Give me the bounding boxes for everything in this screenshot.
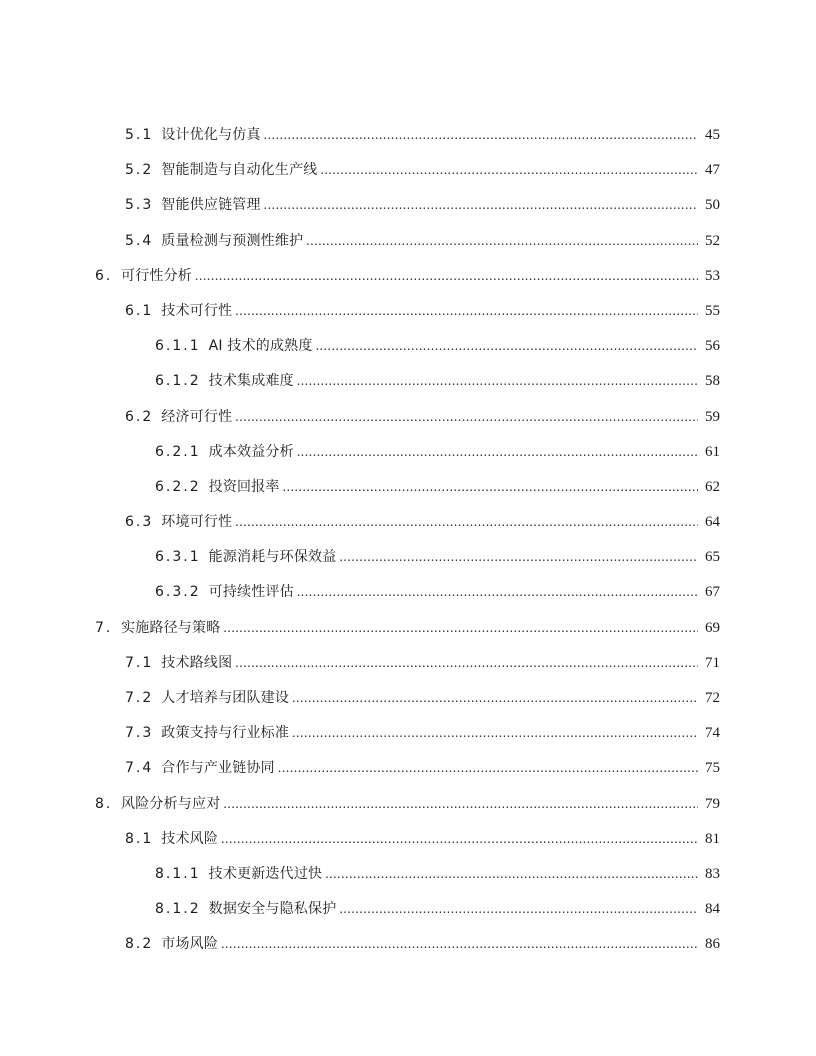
toc-entry[interactable] [95, 680, 720, 715]
dot-leader [316, 328, 698, 364]
toc-entry[interactable] [95, 539, 720, 574]
toc-entry-title: 风险分析与应对 [121, 795, 221, 812]
dot-leader [297, 434, 698, 470]
toc-entry-title: 成本效益分析 [208, 443, 294, 460]
dot-leader [264, 187, 698, 223]
toc-entry-title: 环境可行性 [161, 514, 233, 531]
toc-entry-number: 7. [95, 619, 113, 636]
toc-entry-number: 5.3 [125, 197, 154, 214]
dot-leader [235, 293, 698, 329]
toc-entry-title: 设计优化与仿真 [161, 127, 261, 143]
toc-entry-title: 合作与产业链协同 [161, 760, 275, 777]
dot-leader [221, 926, 698, 962]
dot-leader [235, 645, 698, 681]
toc-entry-page-number: 53 [705, 267, 720, 284]
toc-entry-page-number: 56 [705, 338, 720, 355]
dot-leader [221, 821, 698, 857]
toc-entry-number: 5.4 [125, 232, 154, 249]
toc-entry-number: 8.1.2 [155, 901, 201, 918]
toc-entry-page-number: 79 [705, 795, 720, 812]
toc-entry-title: 市场风险 [161, 936, 219, 953]
toc-entry[interactable] [95, 363, 720, 398]
toc-entry[interactable] [95, 750, 720, 785]
toc-entry[interactable] [95, 187, 720, 222]
toc-entry-title: 智能供应链管理 [161, 197, 261, 214]
toc-entry-page-number: 50 [705, 197, 720, 214]
toc-entry[interactable] [95, 152, 720, 187]
toc-entry[interactable] [95, 610, 720, 645]
dot-leader [235, 504, 698, 540]
toc-entry-number: 8.1 [125, 830, 154, 847]
toc-entry-page-number: 58 [705, 373, 720, 390]
toc-entry-number: 7.4 [125, 760, 154, 777]
toc-entry-page-number: 61 [705, 443, 720, 460]
toc-entry-number: 6.2.2 [155, 478, 201, 495]
toc-entry-title: 技术风险 [161, 830, 219, 847]
dot-leader [223, 786, 698, 822]
toc-entry-title: 能源消耗与环保效益 [208, 549, 337, 566]
toc-entry-number: 5.1 [125, 127, 154, 143]
dot-leader [195, 258, 698, 294]
toc-list [95, 117, 720, 962]
toc-entry[interactable] [95, 856, 720, 891]
dot-leader [325, 856, 698, 892]
dot-leader [297, 574, 698, 610]
dot-leader [339, 891, 698, 927]
dot-leader [292, 680, 698, 716]
toc-entry-number: 7.3 [125, 725, 154, 742]
toc-entry-page-number: 65 [705, 549, 720, 566]
toc-entry[interactable] [95, 891, 720, 926]
dot-leader [235, 399, 698, 435]
toc-entry-title: 质量检测与预测性维护 [161, 232, 304, 249]
toc-entry[interactable] [95, 258, 720, 293]
toc-entry-title: 数据安全与隐私保护 [208, 901, 337, 918]
dot-leader [264, 117, 698, 153]
toc-entry-page-number: 59 [705, 408, 720, 425]
toc-entry-number: 8.1.1 [155, 865, 201, 882]
toc-entry-page-number: 52 [705, 232, 720, 249]
toc-entry-title: 技术可行性 [161, 302, 233, 319]
toc-entry-number: 6.1 [125, 302, 154, 319]
toc-entry[interactable] [95, 399, 720, 434]
toc-entry-number: 8. [95, 795, 113, 812]
toc-entry-number: 6.3.2 [155, 584, 201, 601]
dot-leader [292, 715, 698, 751]
dot-leader [283, 469, 698, 505]
toc-entry[interactable] [95, 645, 720, 680]
toc-entry-page-number: 81 [705, 830, 720, 847]
toc-entry-title: 经济可行性 [161, 408, 233, 425]
toc-entry-title: 技术集成难度 [208, 373, 294, 390]
toc-entry[interactable] [95, 821, 720, 856]
toc-entry-number: 7.2 [125, 690, 154, 706]
toc-entry-page-number: 62 [705, 478, 720, 495]
toc-entry[interactable] [95, 223, 720, 258]
toc-entry[interactable] [95, 117, 720, 152]
toc-entry-title: 投资回报率 [208, 478, 280, 495]
toc-entry[interactable] [95, 786, 720, 821]
toc-entry-page-number: 74 [705, 725, 720, 742]
toc-entry-title: 政策支持与行业标准 [161, 725, 290, 742]
toc-entry-title: 技术路线图 [161, 654, 233, 671]
toc-entry[interactable] [95, 715, 720, 750]
toc-entry-title: 实施路径与策略 [121, 619, 221, 636]
toc-entry-page-number: 67 [705, 584, 720, 601]
toc-entry-title: 可持续性评估 [208, 584, 294, 601]
toc-entry-title: 技术更新迭代过快 [208, 865, 323, 882]
toc-entry-page-number: 45 [705, 127, 720, 143]
toc-entry-page-number: 71 [705, 654, 720, 671]
toc-entry-number: 6. [95, 267, 113, 284]
toc-entry-page-number: 47 [705, 162, 720, 179]
toc-entry-number: 7.1 [125, 654, 154, 671]
toc-entry-page-number: 64 [705, 514, 720, 531]
toc-entry-number: 6.1.2 [155, 373, 201, 390]
toc-entry-number: 6.2 [125, 408, 154, 425]
toc-entry-page-number: 69 [705, 619, 720, 636]
toc-entry[interactable] [95, 574, 720, 609]
dot-leader [339, 539, 698, 575]
toc-entry-number: 6.1.1 [155, 338, 201, 355]
dot-leader [320, 152, 698, 188]
toc-entry-title: 可行性分析 [121, 267, 192, 284]
dot-leader [278, 750, 698, 786]
toc-entry-number: 8.2 [125, 936, 154, 953]
toc-entry-page-number: 55 [705, 302, 720, 319]
toc-entry[interactable] [95, 293, 720, 328]
toc-entry[interactable] [95, 469, 720, 504]
dot-leader [297, 363, 698, 399]
toc-entry[interactable] [95, 504, 720, 539]
toc-entry[interactable] [95, 328, 720, 363]
toc-entry-page-number: 84 [705, 901, 720, 918]
toc-entry-number: 6.2.1 [155, 443, 201, 460]
toc-entry-number: 6.3 [125, 514, 154, 531]
toc-entry[interactable] [95, 926, 720, 961]
toc-entry-page-number: 83 [705, 865, 720, 882]
toc-entry-page-number: 86 [705, 936, 720, 953]
toc-entry[interactable] [95, 434, 720, 469]
dot-leader [306, 223, 698, 259]
toc-entry-page-number: 75 [705, 760, 720, 777]
toc-entry-number: 5.2 [125, 162, 154, 179]
toc-entry-number: 6.3.1 [155, 549, 201, 566]
toc-entry-page-number: 72 [705, 690, 720, 706]
toc-entry-title: 人才培养与团队建设 [161, 690, 290, 706]
toc-entry-title: AI 技术的成熟度 [208, 338, 313, 355]
dot-leader [223, 610, 698, 646]
toc-entry-title: 智能制造与自动化生产线 [161, 162, 318, 179]
